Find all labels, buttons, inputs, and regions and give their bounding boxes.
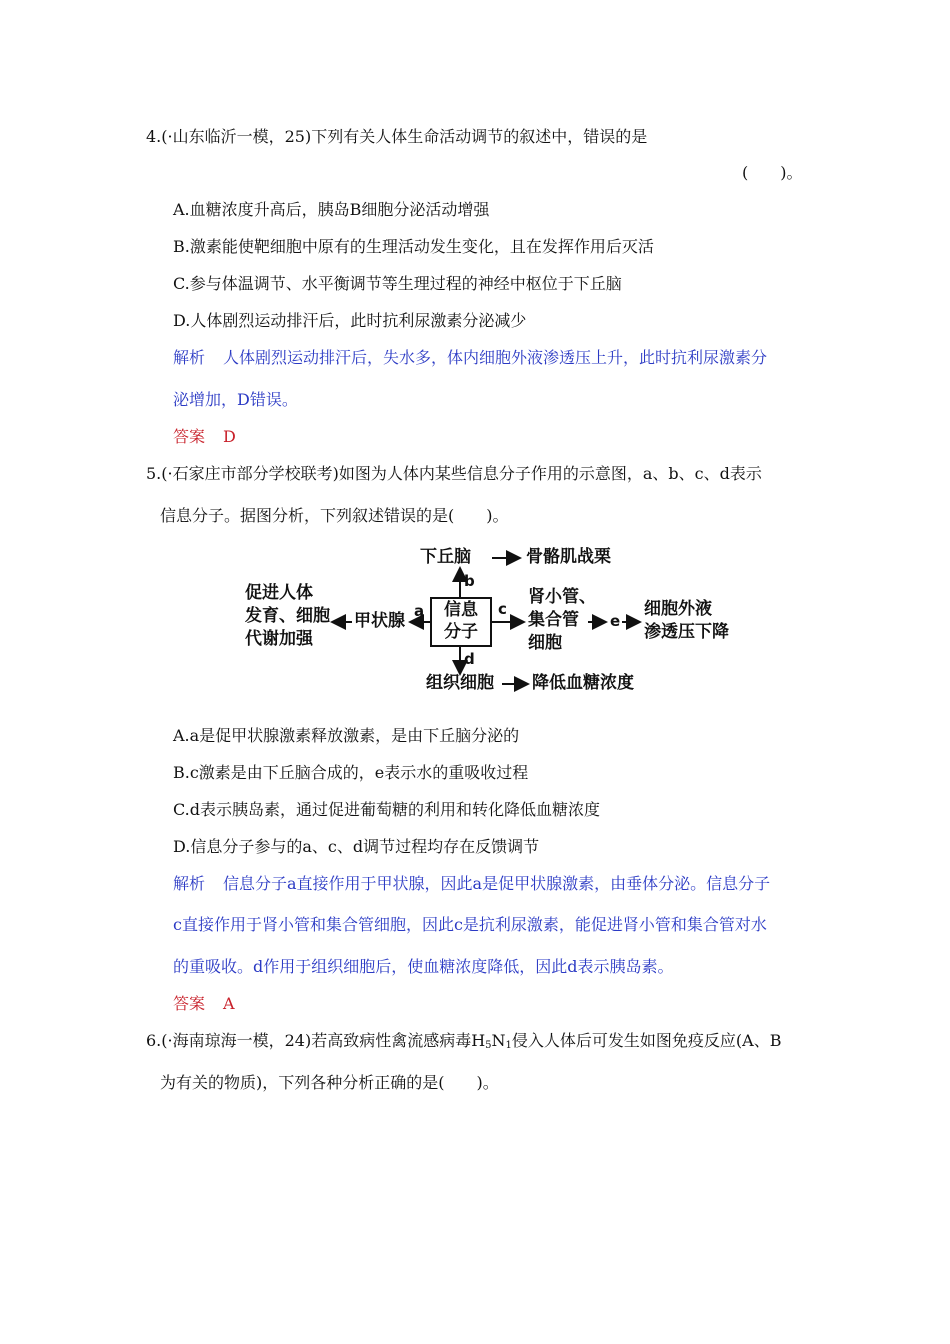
info-molecule-diagram: [240, 542, 760, 698]
diagram-thyroid: 甲状腺: [354, 611, 405, 631]
q4-answer-label: 答案: [173, 427, 206, 446]
diagram-muscle-shiver: 骨骼肌战栗: [526, 547, 611, 567]
q5-option-d: D.信息分子参与的a、c、d调节过程均存在反馈调节: [173, 837, 540, 856]
q5-stem-line-2: 信息分子。据图分析，下列叙述错误的是( )。: [160, 506, 509, 525]
diagram-tissue-cells: 组织细胞: [426, 673, 494, 693]
q5-analysis-label: 解析: [173, 874, 206, 893]
q5-stem-line-1: 5.(·石家庄市部分学校联考)如图为人体内某些信息分子作用的示意图，a、b、c、d表示: [146, 464, 762, 483]
diagram-letter-d: d: [464, 650, 475, 668]
q6-stem-line-1: 6.(·海南琼海一模，24)若高致病性禽流感病毒$H_5N_1$侵入人体后可发生如图免疫反应(A、B: [146, 1031, 782, 1051]
q5-option-a: A.a是促甲状腺激素释放激素，是由下丘脑分泌的: [173, 726, 520, 745]
diagram-left-effect-1: 促进人体: [245, 583, 313, 603]
q4-analysis-label: 解析: [173, 348, 206, 367]
diagram-right-effect-1: 细胞外液: [644, 599, 712, 619]
diagram-right-cells-2: 集合管: [528, 610, 579, 630]
diagram-right-cells-3: 细胞: [528, 633, 562, 653]
diagram-left-effect-3: 代谢加强: [245, 629, 313, 649]
diagram-right-cells-1: 肾小管、: [528, 587, 596, 607]
diagram-letter-e: e: [610, 612, 621, 630]
q4-option-a: A.血糖浓度升高后，胰岛B细胞分泌活动增强: [173, 200, 490, 219]
diagram-letter-c: c: [498, 600, 507, 618]
q4-option-b: B.激素能使靶细胞中原有的生理活动发生变化，且在发挥作用后灭活: [173, 237, 654, 256]
q4-stem: 4.(·山东临沂一模，25)下列有关人体生命活动调节的叙述中，错误的是: [146, 127, 648, 146]
q5-answer-label: 答案: [173, 994, 206, 1013]
q5-analysis-line-2: c直接作用于肾小管和集合管细胞，因此c是抗利尿激素，能促进肾小管和集合管对水: [173, 915, 767, 934]
q4-answer-bracket: ( )。: [742, 163, 803, 182]
diagram-right-effect-2: 渗透压下降: [644, 622, 729, 642]
q5-answer: 答案 A: [173, 994, 235, 1013]
q4-analysis-line-2: 泌增加，D错误。: [173, 390, 298, 409]
q5-analysis-line-1: 解析 信息分子a直接作用于甲状腺，因此a是促甲状腺激素，由垂体分泌。信息分子: [173, 874, 771, 893]
q4-answer: 答案 D: [173, 427, 236, 446]
q5-option-b: B.c激素是由下丘脑合成的，e表示水的重吸收过程: [173, 763, 529, 782]
q4-option-c: C.参与体温调节、水平衡调节等生理过程的神经中枢位于下丘脑: [173, 274, 622, 293]
diagram-lower-glucose: 降低血糖浓度: [532, 673, 634, 693]
q5-option-c: C.d表示胰岛素，通过促进葡萄糖的利用和转化降低血糖浓度: [173, 800, 601, 819]
diagram-hypothalamus: 下丘脑: [420, 547, 471, 567]
diagram-letter-a: a: [414, 602, 425, 620]
diagram-left-effect-2: 发育、细胞: [245, 606, 330, 626]
q4-analysis-line-1: 解析 人体剧烈运动排汗后，失水多，体内细胞外液渗透压上升，此时抗利尿激素分: [173, 348, 768, 367]
q5-analysis-line-3: 的重吸收。d作用于组织细胞后，使血糖浓度降低，因此d表示胰岛素。: [173, 957, 674, 976]
diagram-center-line-1: 信息: [444, 600, 478, 620]
q6-stem-line-2: 为有关的物质)，下列各种分析正确的是( )。: [160, 1073, 499, 1092]
diagram-center-line-2: 分子: [444, 622, 478, 642]
diagram-center-box: [430, 597, 492, 647]
q4-option-d: D.人体剧烈运动排汗后，此时抗利尿激素分泌减少: [173, 311, 527, 330]
diagram-letter-b: b: [464, 572, 475, 590]
